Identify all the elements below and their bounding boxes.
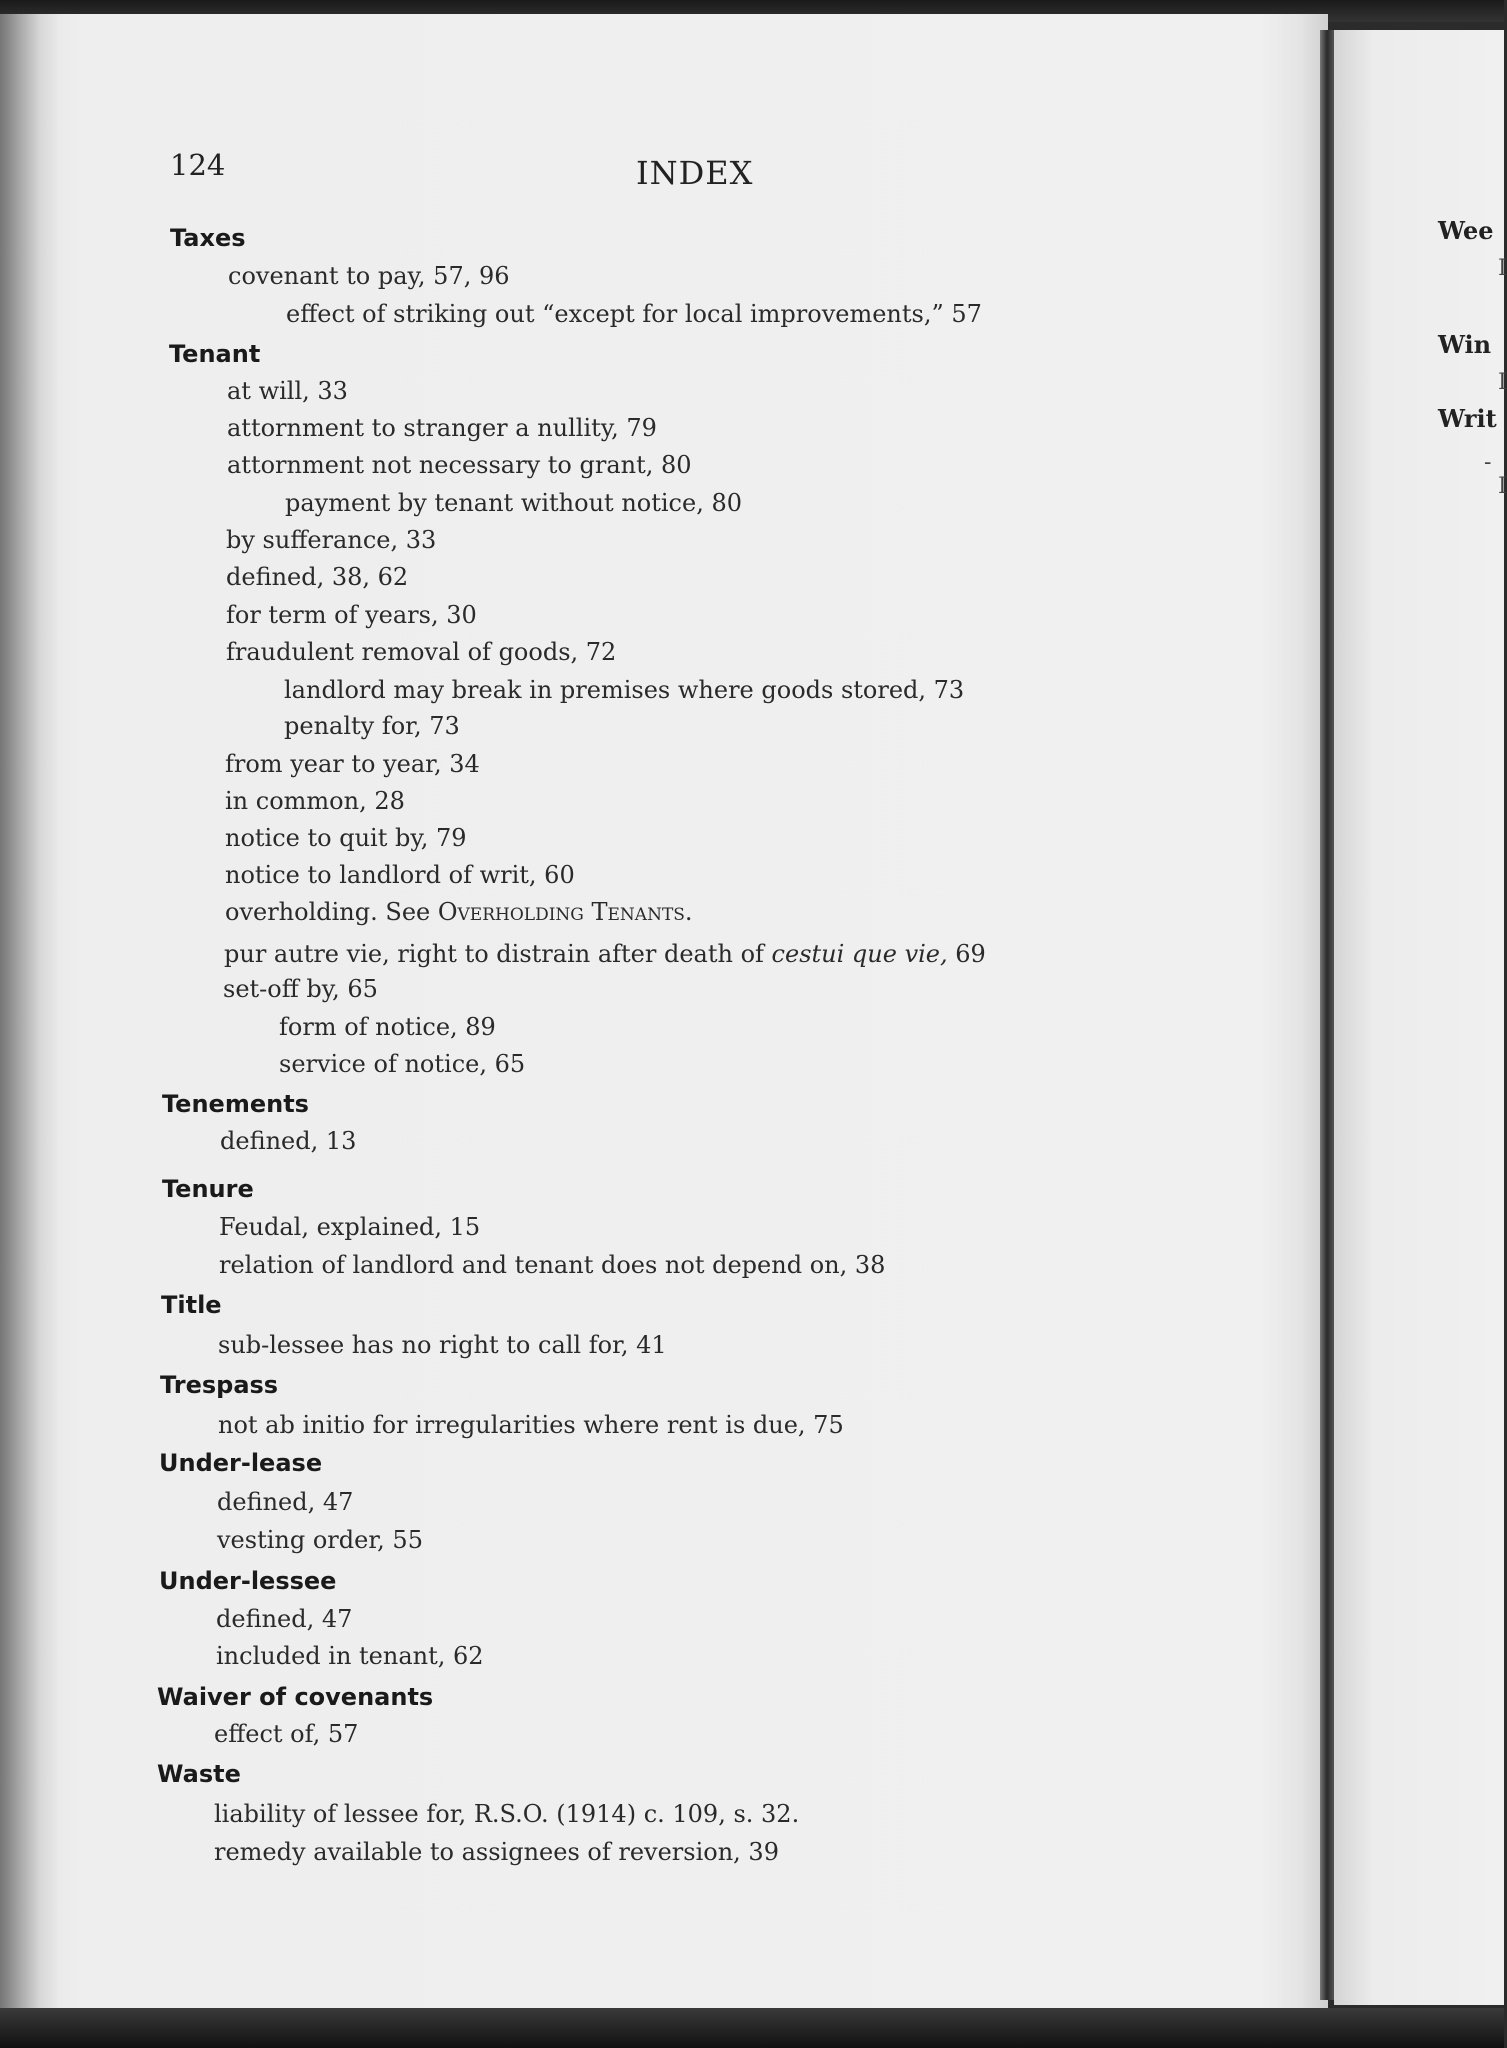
index-heading-waste: Waste — [157, 1760, 241, 1788]
index-subentry: effect of, 57 — [214, 1720, 359, 1748]
facing-page-word: Wee — [1438, 216, 1494, 245]
index-subsubentry: payment by tenant without notice, 80 — [285, 489, 742, 517]
index-subentry: notice to quit by, 79 — [225, 824, 467, 852]
index-subentry: sub-lessee has no right to call for, 41 — [218, 1331, 667, 1359]
index-subsubentry: effect of striking out “except for local improvements,” 57 — [286, 300, 982, 328]
index-subentry: remedy available to assignees of reversion, 39 — [214, 1838, 779, 1866]
index-subsubentry: penalty for, 73 — [284, 712, 460, 740]
index-subentry: liability of lessee for, R.S.O. (1914) c. 109, s. 32. — [214, 1800, 800, 1828]
index-subentry: included in tenant, 62 — [216, 1642, 484, 1670]
index-subentry: attornment not necessary to grant, 80 — [227, 451, 692, 479]
facing-page-word: Win — [1438, 330, 1492, 359]
facing-page — [1334, 30, 1507, 2005]
index-heading-taxes: Taxes — [170, 224, 246, 252]
index-subsubentry: service of notice, 65 — [279, 1050, 526, 1078]
index-heading-tenure: Tenure — [162, 1175, 254, 1203]
index-subentry: defined, 38, 62 — [226, 563, 409, 591]
index-heading-title: Title — [161, 1291, 222, 1319]
page-number: 124 — [170, 148, 226, 182]
index-subentry: by sufferance, 33 — [226, 526, 437, 554]
spine-shadow — [0, 14, 60, 2010]
subentry-italic-term: cestui que vie, — [771, 940, 948, 968]
index-subsubentry: form of notice, 89 — [279, 1013, 496, 1041]
subentry-text: pur autre vie, right to distrain after death of — [224, 940, 772, 968]
index-subentry: attornment to stranger a nullity, 79 — [227, 414, 657, 442]
index-subentry: Feudal, explained, 15 — [219, 1213, 481, 1241]
index-subentry: vesting order, 55 — [217, 1526, 423, 1554]
index-heading-under-lease: Under-lease — [159, 1449, 323, 1477]
subentry-page-ref: 69 — [947, 940, 986, 968]
facing-page-mark: I — [1498, 370, 1507, 395]
index-subentry: not ab initio for irregularities where rent is due, 75 — [218, 1411, 844, 1439]
running-head: INDEX — [636, 154, 754, 192]
index-subentry: fraudulent removal of goods, 72 — [226, 638, 617, 666]
index-heading-tenements: Tenements — [162, 1090, 309, 1118]
index-heading-under-lessee: Under-lessee — [159, 1567, 337, 1595]
index-subentry: defined, 47 — [217, 1488, 354, 1516]
index-subentry: notice to landlord of writ, 60 — [225, 861, 575, 889]
index-subentry — [224, 940, 986, 968]
index-subentry-cross-reference — [225, 898, 693, 926]
index-heading-waiver-of-covenants: Waiver of covenants — [157, 1683, 434, 1711]
scan-border-bottom — [0, 2008, 1504, 2048]
index-subentry: set-off by, 65 — [223, 975, 378, 1003]
index-subentry: defined, 13 — [220, 1127, 357, 1155]
index-subentry: from year to year, 34 — [225, 750, 480, 778]
index-heading-tenant: Tenant — [169, 340, 261, 368]
index-subentry: at will, 33 — [227, 377, 348, 405]
index-subentry: covenant to pay, 57, 96 — [228, 262, 510, 290]
cross-reference-text: overholding. See — [225, 898, 438, 926]
index-heading-trespass: Trespass — [160, 1371, 279, 1399]
index-subsubentry: landlord may break in premises where goods stored, 73 — [284, 676, 965, 704]
facing-page-mark: I — [1498, 256, 1507, 281]
index-subentry: defined, 47 — [216, 1605, 353, 1633]
facing-page-mark: I — [1498, 474, 1507, 499]
facing-page-word: Writ — [1438, 404, 1497, 433]
index-subentry: in common, 28 — [225, 787, 405, 815]
index-subentry: relation of landlord and tenant does not depend on, 38 — [219, 1251, 886, 1279]
index-subentry: for term of years, 30 — [226, 601, 477, 629]
book-gutter — [1320, 30, 1334, 2000]
facing-page-mark: - — [1484, 450, 1492, 475]
cross-reference-target: Overholding Tenants. — [437, 898, 693, 926]
